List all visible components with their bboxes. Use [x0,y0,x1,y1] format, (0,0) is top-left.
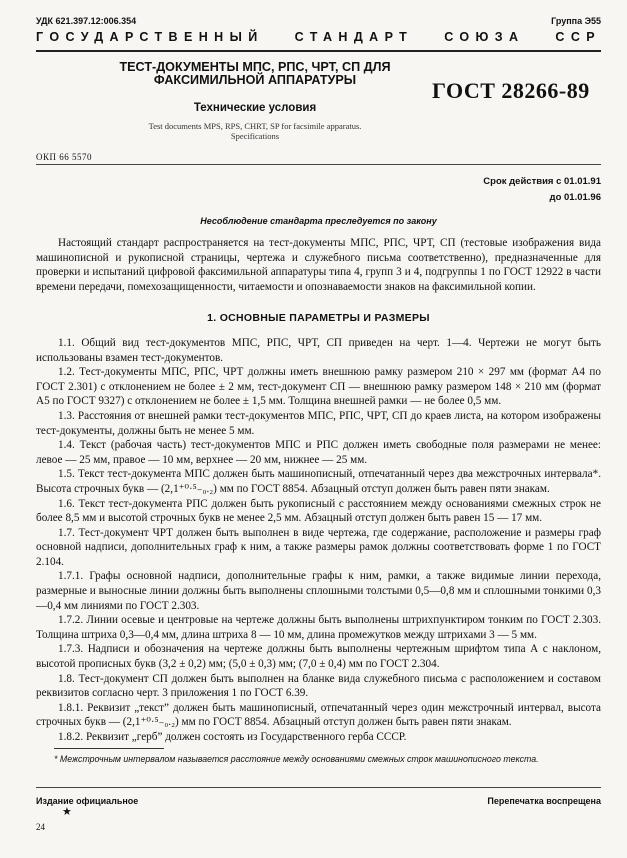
clause-paragraph: 1.1. Общий вид тест-документов МПС, РПС, ЧРТ, СП приведен на черт. 1—4. Чертежи не могут быть использованы взамен тест-документов. [36,336,601,364]
validity-start: Срок действия с 01.01.91 [483,176,601,187]
footnote: * Межстрочным интервалом называется расстояние между основаниями смежных строк машинописного текста. [54,754,539,764]
validity-end: до 01.01.96 [549,192,601,203]
clause-paragraph: 1.5. Текст тест-документа МПС должен быть машинописный, отпечатанный через два межстрочных интервала*. Высота строчных букв — (2,1⁺⁰·⁵₋₀.₂) мм по ГОСТ 8854. Абзацный отступ должен быть равен пяти знакам. [36,468,601,495]
clause-paragraph: 1.2. Тест-документы МПС, РПС, ЧРТ должны иметь внешнюю рамку размером 210 × 297 мм (формат А4 по ГОСТ 2.301) с отклонением не более ± 2 мм, тест-документ СП — внешнюю рамку размером 148 × 210 мм (формат А5 по ГОСТ 9327) с отклонением не более ± 1,5 мм. Толщина внешней рамки — не более 0,5 мм. [36,366,601,408]
banner-word: СОЮЗА [444,30,525,44]
reprint-prohibited-label: Перепечатка воспрещена [487,796,601,806]
header-divider [36,50,601,52]
english-title-line-2: Specifications [230,131,280,141]
legal-notice: Несоблюдение стандарта преследуется по закону [200,216,437,226]
clause-paragraph: 1.3. Расстояния от внешней рамки тест-документов МПС, РПС, ЧРТ, СП до краев листа, на котором изображены тест-документы, должны быть не менее 5 мм. [36,409,601,437]
star-icon: ★ [62,806,72,818]
clause-paragraph: 1.8.2. Реквизит „герб” должен состоять из Государственного герба СССР. [58,731,407,743]
udk-code: УДК 621.397.12:006.354 [36,16,137,26]
document-title [100,61,410,87]
gost-number: ГОСТ 28266-89 [432,78,590,103]
english-title [100,121,410,141]
title-line-1: ТЕСТ-ДОКУМЕНТЫ МПС, РПС, ЧРТ, СП ДЛЯ [119,60,391,74]
clause-paragraph: 1.6. Текст тест-документа РПС должен быть рукописный с расстоянием между основаниями смежных строк не более 8,5 мм и высотой строчных букв не менее 2,5 мм. Абзацный отступ должен быть равен 15 — 17 мм. [36,497,601,525]
clause-paragraph: 1.8. Тест-документ СП должен быть выполнен на бланке вида служебного письма с расположением и составом реквизитов согласно черт. 3 приложения 1 по ГОСТ 6.39. [36,672,601,700]
section-heading: 1. ОСНОВНЫЕ ПАРАМЕТРЫ И РАЗМЕРЫ [207,312,430,325]
okp-code: ОКП 66 5570 [36,152,93,162]
document-body [36,236,601,745]
clause-paragraph: 1.4. Текст (рабочая часть) тест-документов МПС и РПС должен иметь свободные поля размерами не менее: левое — 25 мм, правое — 10 мм, верхнее — 20 мм, нижнее — 25 мм. [36,439,601,466]
top-header-line [36,14,601,28]
footer-divider [36,787,601,788]
title-divider [36,164,601,165]
page-number: 24 [36,822,45,832]
group-code: Группа Э55 [551,16,601,26]
clause-paragraph: 1.8.1. Реквизит „текст” должен быть машинописный, отпечатанный через один межстрочный интервал, высота строчных букв — (2,1⁺⁰·⁵₋₀.₂) мм по ГОСТ 8854. Абзацный отступ должен быть равен пяти знакам. [36,701,601,729]
title-line-2: ФАКСИМИЛЬНОЙ АППАРАТУРЫ [153,73,357,87]
clause-paragraph: 1.7.2. Линии осевые и центровые на чертеже должны быть выполнены штрихпунктиром тонким по ГОСТ 2.303. Толщина штриха 0,3—0,4 мм, длина штриха 8 — 10 мм, длина промежутков между штрихами 3 — 5 мм. [36,614,601,641]
banner-word: ССР [555,30,601,44]
clause-paragraph: 1.7.1. Графы основной надписи, дополнительные графы к ним, рамки, а также видимые линии перехода, размерные и выносные линии должны быть выполнены сплошными толстыми 0,5—0,8 мм и сплошными тонкими 0,3—0,4 мм линиями по ГОСТ 2.303. [36,570,601,612]
clause-paragraph: 1.7.3. Надписи и обозначения на чертеже должны быть выполнены чертежным шрифтом типа А с наклоном, высотой прописных букв (3,2 ± 0,2) мм; (5,0 ± 0,3) мм; (7,0 ± 0,4) мм по ГОСТ 2.304. [36,643,601,671]
banner-word: ГОСУДАРСТВЕННЫЙ [36,30,264,44]
footnote-divider [54,748,164,749]
document-subtitle: Технические условия [193,102,317,114]
banner-word: СТАНДАРТ [294,30,414,44]
official-edition-label: Издание официальное [36,796,139,806]
intro-paragraph: Настоящий стандарт распространяется на тест-документы МПС, РПС, ЧРТ, СП (тестовые изображения вида машинописной и рукописной страницы, чертежа и служебного письма соответственно), предназначенные для проверки и испытаний цифровой факсимильной аппаратуры типа 4, групп 3 и 4, подгруппы 1 по ГОСТ 12922 в части времени передачи, помехозащищенности, читаемости и опознаваемости знаков на факсимильной копии. [36,237,601,293]
english-title-line-1: Test documents MPS, RPS, CHRT, SP for facsimile apparatus. [148,121,362,131]
state-standard-banner [36,30,601,45]
clause-paragraph: 1.7. Тест-документ ЧРТ должен быть выполнен в виде чертежа, где содержание, расположение и размеры граф основной надписи, дополнительных граф к ним, а также размеры рамок должны соответствовать форме 1 по ГОСТ 2.104. [36,526,601,568]
